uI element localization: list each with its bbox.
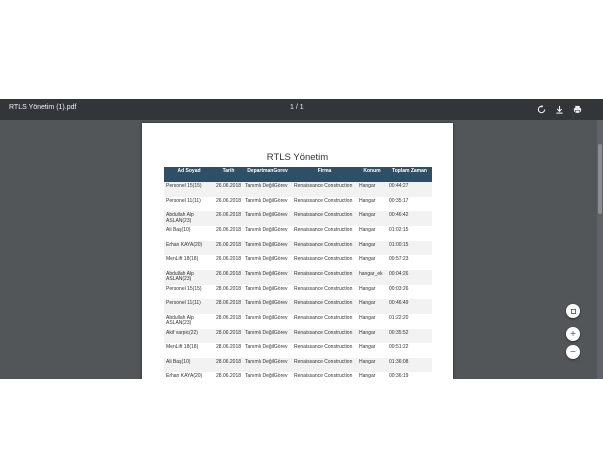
table-cell: Personel 15(15) xyxy=(166,285,202,292)
table-cell: Hangar xyxy=(357,241,387,256)
table-cell: Renaissance Construction xyxy=(292,241,357,256)
table-cell: Abdullah Alp ASLAN(23) xyxy=(164,211,214,226)
report-table xyxy=(164,167,432,379)
table-cell: MenLift 18(18) xyxy=(166,344,199,350)
table-cell: Renaissance Construction xyxy=(294,314,353,321)
table-cell: 28.06.2018 xyxy=(214,329,243,344)
table-cell: Tanımlı DeğilGörev xyxy=(243,241,292,256)
table-cell: Ali Baş(10) xyxy=(164,358,214,373)
pdf-toolbar xyxy=(0,99,603,120)
table-cell: 00:36:19 xyxy=(389,373,409,379)
table-cell: Hangar xyxy=(359,373,376,379)
table-cell: 00:46:49 xyxy=(387,299,432,314)
table-cell: Tanımlı DeğilGörev xyxy=(243,182,292,197)
table-cell: Hangar xyxy=(359,285,376,292)
table-cell: 28.06.2018 xyxy=(216,285,242,292)
table-cell: Tanımlı DeğilGörev xyxy=(245,256,288,262)
column-header: Ad Soyad xyxy=(164,167,214,182)
table-row xyxy=(164,329,432,344)
table-cell: Renaissance Construction xyxy=(294,285,353,292)
table-cell: Renaissance Construction xyxy=(292,299,357,314)
table-cell: 26.06.2018 xyxy=(216,197,242,204)
table-cell: Renaissance Construction xyxy=(292,182,357,197)
table-cell: Hangar xyxy=(357,299,387,314)
table-cell: Hangar xyxy=(357,211,387,226)
table-cell: Renaissance Construction xyxy=(292,358,357,373)
table-cell: Tanımlı DeğilGörev xyxy=(245,227,288,233)
table-cell: 00:57:23 xyxy=(389,256,409,262)
pdf-viewer xyxy=(0,99,603,379)
fit-to-page-button[interactable] xyxy=(566,304,580,318)
table-cell: 26.06.2018 xyxy=(214,211,243,226)
table-cell: Renaissance Construction xyxy=(294,344,353,350)
minus-icon: − xyxy=(570,346,576,358)
table-cell: 28.06.2018 xyxy=(214,358,243,373)
column-header: Firma xyxy=(292,167,357,182)
table-cell: 26.06.2018 xyxy=(216,227,242,233)
table-cell: Personel 11(11) xyxy=(166,197,201,204)
table-row xyxy=(164,299,432,314)
table-cell: 26.06.2018 xyxy=(214,241,243,256)
table-row xyxy=(164,241,432,256)
table-cell: 00:35:52 xyxy=(387,329,432,344)
table-row xyxy=(164,285,432,300)
table-cell: Hangar xyxy=(357,182,387,197)
document-filename: RTLS Yönetim (1).pdf xyxy=(9,104,77,111)
table-cell: Tanımlı DeğilGörev xyxy=(245,285,288,292)
table-cell: 01:36:08 xyxy=(387,358,432,373)
table-row xyxy=(164,358,432,373)
table-cell: Tanımlı DeğilGörev xyxy=(243,211,292,226)
table-cell: 00:44:27 xyxy=(387,182,432,197)
table-cell: Tanımlı DeğilGörev xyxy=(245,197,288,204)
rotate-icon xyxy=(537,105,546,114)
table-cell: Hangar xyxy=(359,227,376,233)
table-cell: Tanımlı DeğilGörev xyxy=(245,373,288,379)
table-row xyxy=(164,372,432,379)
scrollbar-thumb[interactable] xyxy=(598,144,602,214)
table-row xyxy=(164,314,432,329)
table-cell: Personel 11(11) xyxy=(164,299,214,314)
table-cell: Ali Baş(10) xyxy=(166,227,191,233)
table-row xyxy=(164,182,432,197)
table-cell: Renaissance Construction xyxy=(294,373,353,379)
column-header: Toplam Zaman xyxy=(387,167,432,182)
table-cell: 28.06.2018 xyxy=(216,344,242,350)
plus-icon: + xyxy=(570,328,576,340)
table-cell: Tanımlı DeğilGörev xyxy=(243,329,292,344)
table-cell: Tanımlı DeğilGörev xyxy=(245,344,288,350)
table-cell: Tanımlı DeğilGörev xyxy=(243,358,292,373)
document-title: RTLS Yönetim xyxy=(266,152,329,163)
zoom-in-button[interactable] xyxy=(566,327,580,341)
print-button[interactable] xyxy=(571,103,583,115)
zoom-out-button[interactable] xyxy=(566,345,580,359)
rotate-button[interactable] xyxy=(535,103,547,115)
table-cell: Erhan KAYA(20) xyxy=(166,373,203,379)
table-cell: Renaissance Construction xyxy=(294,256,353,262)
table-cell: Renaissance Construction xyxy=(292,329,357,344)
table-cell: Renaissance Construction xyxy=(294,227,353,233)
table-cell: 01:00:15 xyxy=(387,241,432,256)
table-cell: Hangar xyxy=(359,314,376,321)
table-cell: Tanımlı DeğilGörev xyxy=(245,314,288,321)
table-cell: 00:51:22 xyxy=(389,344,409,350)
table-cell: 26.06.2018 xyxy=(214,182,243,197)
column-header: DepartmanGorev xyxy=(243,167,292,182)
download-button[interactable] xyxy=(553,103,565,115)
table-cell: Abdullah Alp ASLAN(23) xyxy=(164,270,214,285)
table-cell: Hangar xyxy=(359,197,376,204)
download-icon xyxy=(555,105,564,114)
table-cell: Personel 15(15) xyxy=(164,182,214,197)
vertical-scrollbar[interactable] xyxy=(597,120,603,379)
table-row xyxy=(164,226,432,241)
table-row xyxy=(164,270,432,285)
table-cell: 01:02:15 xyxy=(389,227,409,233)
table-cell: 00:03:26 xyxy=(389,285,409,292)
table-row xyxy=(164,255,432,270)
table-cell: 26.06.2018 xyxy=(214,270,243,285)
table-cell: Hangar xyxy=(357,358,387,373)
column-header: Konum xyxy=(357,167,387,182)
table-row xyxy=(164,197,432,212)
table-row xyxy=(164,211,432,226)
table-cell: 00:35:17 xyxy=(389,197,409,204)
table-header-row xyxy=(164,167,432,182)
print-icon xyxy=(573,105,582,114)
table-cell: 28.06.2018 xyxy=(214,299,243,314)
table-cell: Hangar xyxy=(359,344,376,350)
table-cell: Tanımlı DeğilGörev xyxy=(243,299,292,314)
table-cell: Tanımlı DeğilGörev xyxy=(243,270,292,285)
table-cell: Renaissance Construction xyxy=(294,197,353,204)
table-cell: 28.06.2018 xyxy=(216,373,242,379)
table-cell: 00:46:42 xyxy=(387,211,432,226)
table-cell: 00:04:26 xyxy=(387,270,432,285)
column-header: Tarih xyxy=(214,167,243,182)
table-cell: hangar_ek xyxy=(357,270,387,285)
table-cell: Abdullah Alp ASLAN(23) xyxy=(166,314,194,326)
table-cell: Renaissance Construction xyxy=(292,270,357,285)
table-cell: Akif varpic(22) xyxy=(164,329,214,344)
pdf-page xyxy=(142,123,453,379)
table-cell: Hangar xyxy=(359,256,376,262)
table-row xyxy=(164,343,432,358)
table-cell: 28.06.2018 xyxy=(216,314,242,321)
table-cell: MenLift 18(18) xyxy=(166,256,199,262)
page-indicator: 1 / 1 xyxy=(290,104,304,111)
table-cell: Erhan KAYA(20) xyxy=(164,241,214,256)
table-cell: 26.06.2018 xyxy=(216,256,242,262)
fit-page-icon xyxy=(570,308,577,315)
table-cell: Hangar xyxy=(357,329,387,344)
table-cell: 01:22:20 xyxy=(389,314,409,321)
table-cell: Renaissance Construction xyxy=(292,211,357,226)
